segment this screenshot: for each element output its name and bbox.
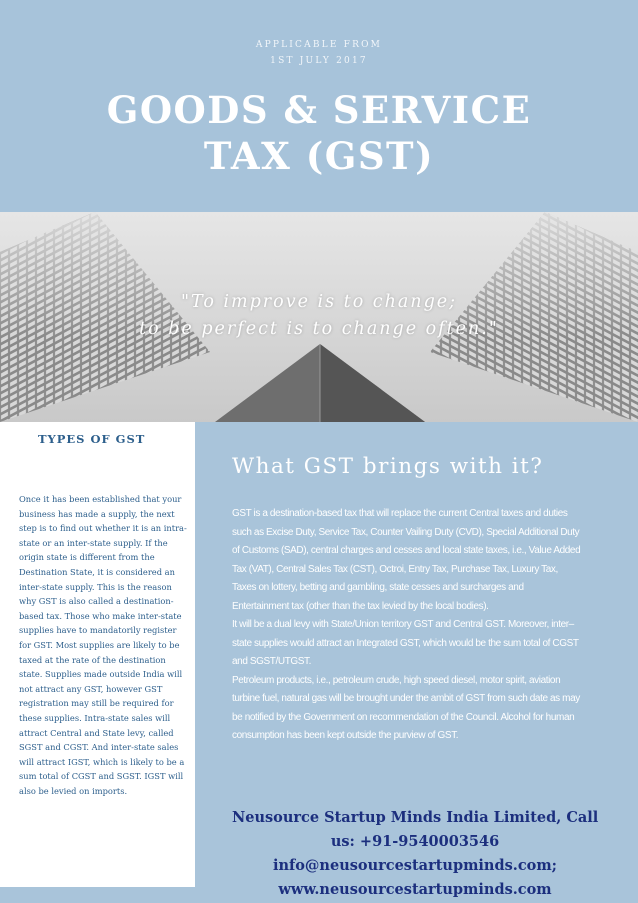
main-body [232, 505, 582, 746]
email-address[interactable]: info@neusourcestartupminds.com; [272, 857, 558, 874]
quote-line1: "To improve is to change; [180, 292, 458, 312]
sidebar-heading: TYPES OF GST [38, 432, 146, 446]
page-title-line2: TAX (GST) [203, 134, 435, 178]
website-link[interactable]: www.neusourcestartupminds.com [278, 881, 552, 898]
building-photo [0, 212, 638, 422]
applicable-from-label: APPLICABLE FROM [255, 40, 383, 50]
hero-building-image [0, 212, 638, 422]
types-of-gst-sidebar [0, 422, 195, 887]
phone-number: us: +91-9540003546 [330, 833, 500, 850]
applicable-date: 1ST JULY 2017 [270, 56, 368, 66]
body-paragraph: Petroleum products, i.e., petroleum crude, high speed diesel, motor spirit, aviation turbine fuel, natural gas will be brought under the ambit of GST from such date as may be notified by the Government on recommendation of the Council. Alcohol for human consumption has been kept outside the purview of GST. [232, 674, 580, 741]
section-heading: What GST brings with it? [232, 454, 544, 479]
contact-block [232, 806, 598, 902]
sidebar-text: Once it has been established that your business has made a supply, the next step is to find out whether it is an intra-state or an inter-state supply. If the origin state is different from the Destination State, it is considered an inter-state supply. This is the reason why GST is also called a destination-based tax. Those who make inter-state supplies have to mandatorily register for GST. Most supplies are likely to be taxed at the rate of the destination state. Supplies made outside India will not attract any GST, however GST registration may still be required for these supplies. Intra-state sales will attract Central and State levy, called SGST and CGST. And inter-state sales will attract IGST, which is likely to be a sum total of CGST and SGST. IGST will also be levied on imports. [19, 494, 187, 796]
body-paragraph: It will be a dual levy with State/Union territory GST and Central GST. Moreover, inter–state supplies would attract an Integrated GST, which would be the sum total of CGST and SGST/UTGST. [232, 619, 579, 667]
quote-line2: to be perfect is to change often." [139, 319, 499, 339]
header-banner [0, 0, 638, 212]
company-name: Neusource Startup Minds India Limited, Call [232, 809, 599, 826]
body-paragraph: GST is a destination-based tax that will replace the current Central taxes and duties such as Excise Duty, Service Tax, Counter Vailing Duty (CVD), Special Additional Duty of Customs (SAD), central charges and cesses and local state taxes, i.e., Value Added Tax (VAT), Central Sales Tax (CST), Octroi, Entry Tax, Purchase Tax, Luxury Tax, Taxes on lottery, betting and gambling, state cesses and surcharges and Entertainment tax (other than the tax levied by the local bodies). [232, 508, 581, 612]
page-title-line1: GOODS & SERVICE [106, 88, 532, 132]
